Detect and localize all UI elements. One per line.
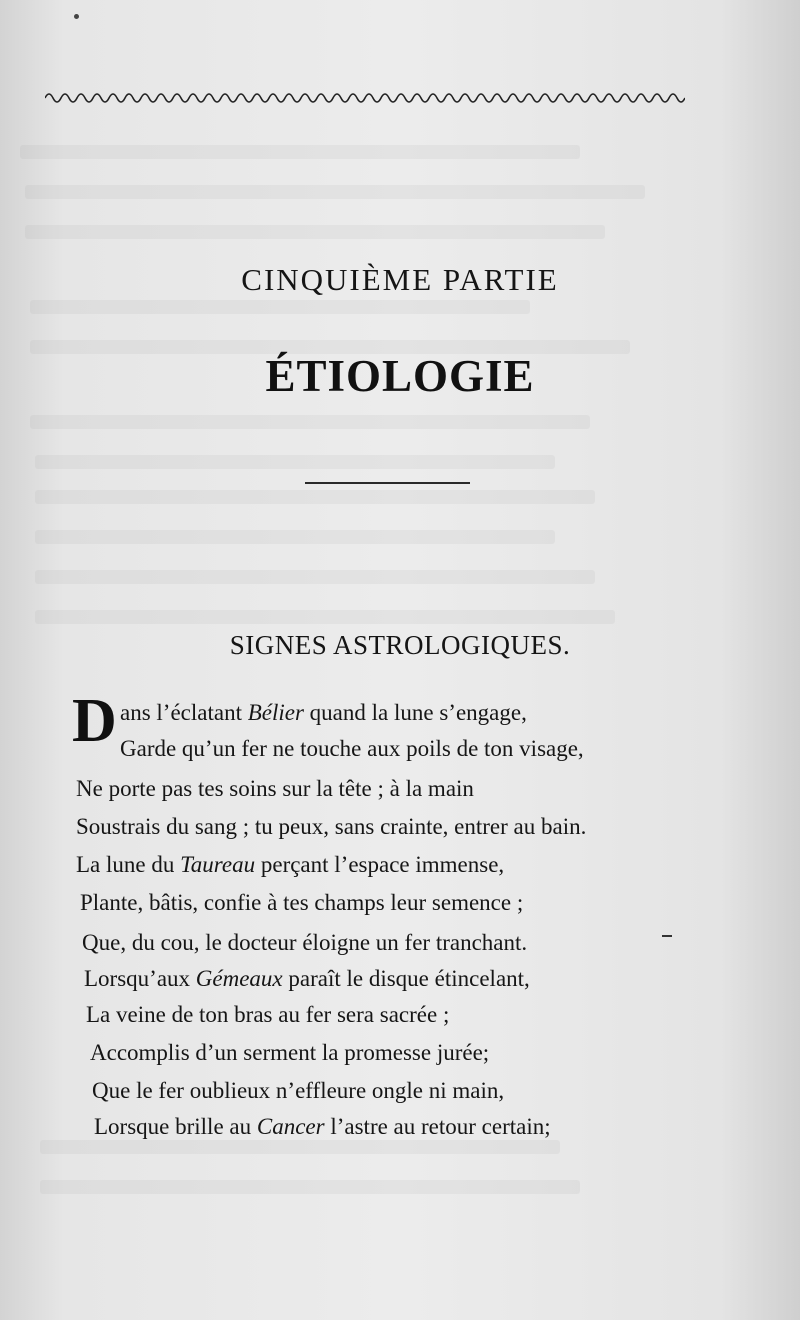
- verse-line: [80, 890, 523, 916]
- verse-text: Accomplis d’un serment la promesse jurée;: [90, 1040, 490, 1065]
- verse-text: Lorsqu’aux: [84, 966, 196, 991]
- verse-line: [120, 700, 527, 726]
- drop-cap: D: [72, 687, 117, 755]
- verse-line: [90, 1040, 489, 1066]
- verse-line: [86, 1002, 449, 1028]
- wavy-rule-ornament: [45, 86, 685, 110]
- title-rule: [305, 482, 470, 484]
- verse-text: Soustrais du sang ; tu peux, sans crainte, entrer au bain.: [76, 814, 587, 839]
- verse-text: Que le fer oublieux n’effleure ongle ni main,: [92, 1078, 505, 1103]
- verse-text: Garde qu’un fer ne touche aux poils de ton visage,: [120, 736, 584, 761]
- verse-italic: Bélier: [247, 700, 304, 725]
- verse-text: perçant l’espace immense,: [255, 852, 505, 877]
- verse-line: [120, 736, 584, 762]
- verse-text: quand la lune s’engage,: [303, 700, 527, 725]
- verse-italic: Gémeaux: [195, 966, 283, 991]
- section-title: ÉTIOLOGIE: [265, 351, 535, 401]
- verse-text: Lorsque brille au: [94, 1114, 257, 1139]
- verse-line: [76, 814, 586, 840]
- verse-line: [82, 930, 527, 956]
- verse-text: La lune du: [76, 852, 181, 877]
- verse-text: paraît le disque étincelant,: [282, 966, 530, 991]
- verse-text: La veine de ton bras au fer sera sacrée ;: [86, 1002, 450, 1027]
- verse-line: [94, 1114, 551, 1140]
- verse-line: [84, 966, 530, 992]
- verse-line: [76, 852, 504, 878]
- part-title: CINQUIÈME PARTIE: [241, 262, 559, 297]
- verse-text: Que, du cou, le docteur éloigne un fer tranchant.: [82, 930, 528, 955]
- verse-text: Plante, bâtis, confie à tes champs leur semence ;: [80, 890, 524, 915]
- verse-line: [76, 776, 474, 802]
- verse-text: ans l’éclatant: [120, 700, 248, 725]
- verse-italic: Cancer: [256, 1114, 325, 1139]
- ink-speck: [74, 14, 79, 19]
- verse-line: [92, 1078, 504, 1104]
- margin-dash: [662, 935, 672, 937]
- verse-text: Ne porte pas tes soins sur la tête ; à la main: [76, 776, 474, 801]
- verse-italic: Taureau: [180, 852, 256, 877]
- subsection-title: SIGNES ASTROLOGIQUES.: [229, 630, 571, 660]
- verse-text: l’astre au retour certain;: [324, 1114, 551, 1139]
